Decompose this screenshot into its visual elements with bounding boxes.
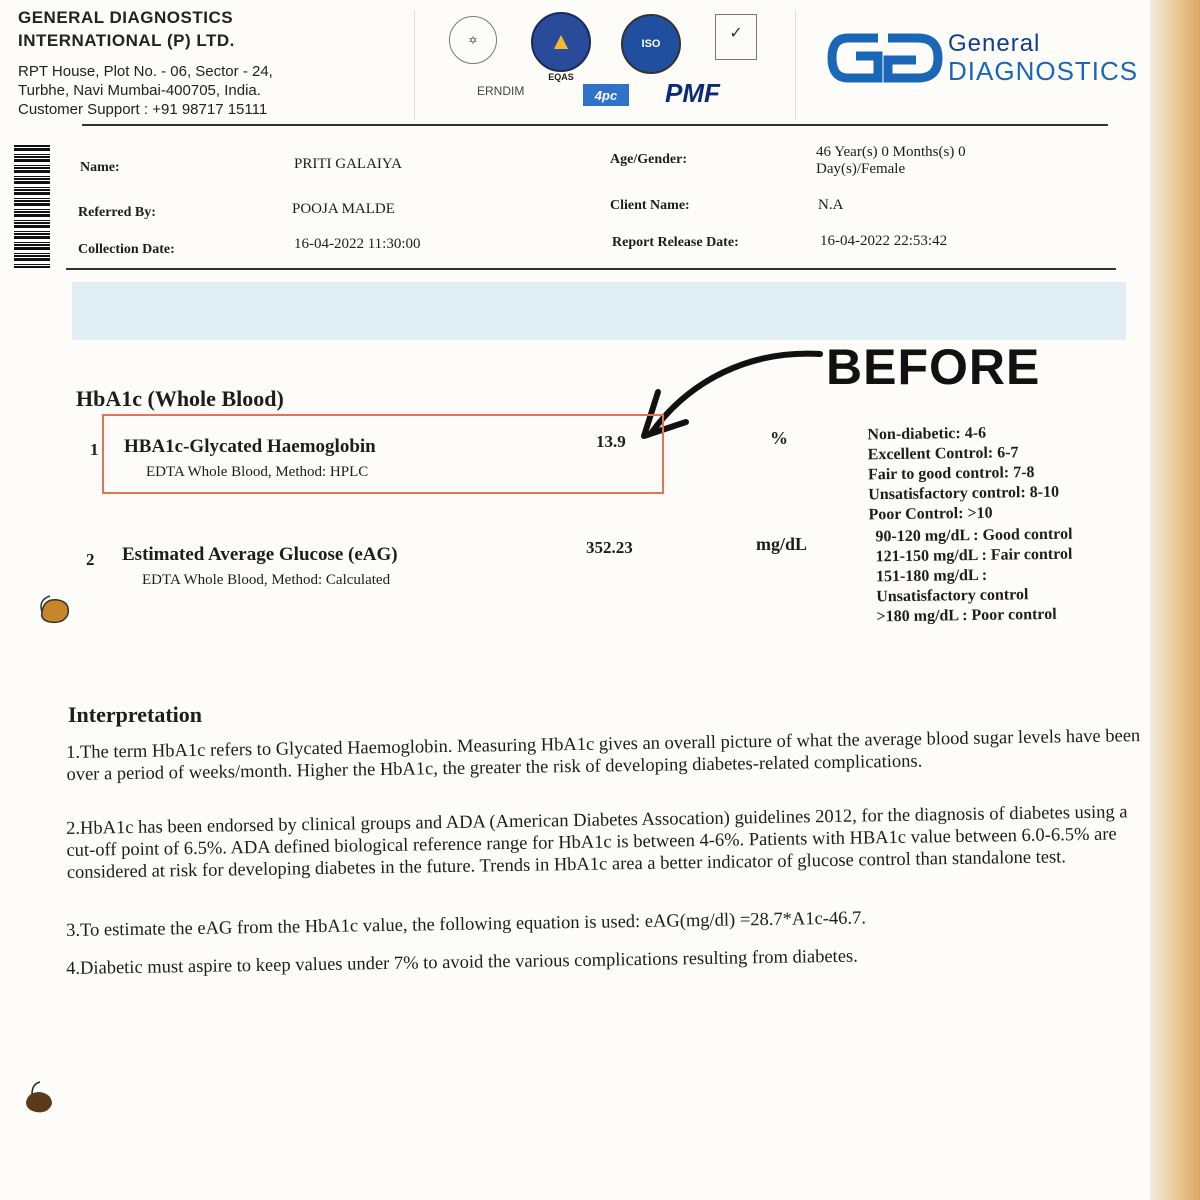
- iso-logo-icon: ISO: [621, 14, 681, 74]
- eqas-label: EQAS: [548, 72, 574, 82]
- test-1-reference: [867, 423, 1059, 526]
- certification-logos: [414, 10, 796, 120]
- report-release-label: Report Release Date:: [612, 235, 739, 250]
- section-title: HbA1c (Whole Blood): [76, 386, 284, 411]
- company-name-line2: INTERNATIONAL (P) LTD.: [18, 31, 235, 50]
- general-diagnostics-logo: [826, 26, 1156, 96]
- client-name-label: Client Name:: [610, 198, 690, 213]
- test-2-reference: [875, 525, 1073, 628]
- patient-divider: [66, 268, 1116, 270]
- stain-icon: [22, 1080, 56, 1116]
- logo-diagnostics-text: DIAGNOSTICS: [948, 56, 1139, 86]
- interpretation-point-1: 1.The term HbA1c refers to Glycated Haemoglobin. Measuring HbA1c gives an overall picture of what the average blood sugar levels have been over a period of weeks/month. Higher the HbA1c, the greater the risk of developing diabetes-related complications.: [66, 726, 1141, 785]
- cap-badge-icon: ✓: [715, 14, 757, 60]
- test-1-unit: %: [770, 428, 788, 448]
- age-gender-value-line2: Day(s)/Female: [816, 161, 906, 177]
- eqas-logo-icon: ▲ EQAS: [531, 12, 591, 82]
- test-2-value: 352.23: [586, 538, 633, 557]
- test-2-unit: mg/dL: [756, 534, 808, 554]
- company-name-line1: GENERAL DIAGNOSTICS: [18, 8, 234, 27]
- company-info: [18, 6, 398, 119]
- gd-logo-icon: [826, 30, 944, 86]
- test-1-name: HBA1c-Glycated Haemoglobin: [124, 436, 376, 457]
- pmf-label: PMF: [665, 78, 720, 108]
- interpretation-point-2: 2.HbA1c has been endorsed by clinical groups and ADA (American Diabetes Assocation) guidelines 2012, for the diagnosis of diabetes using a cut-off point of 6.5%. ADA defined biological reference range for HbA1c is between 4-6%. Patients with HBA1c value between 6.0-6.5% are considered at risk for developing diabetes in the future. Trends in HbA1c area a better indicator of glucose control than standalone test.: [66, 802, 1128, 883]
- referred-by-label: Referred By:: [78, 205, 156, 220]
- company-address-line2: Turbhe, Navi Mumbai-400705, India.: [18, 82, 261, 99]
- customer-support: Customer Support : +91 98717 15111: [18, 101, 268, 118]
- name-value: PRITI GALAIYA: [294, 156, 402, 172]
- reference-line: Non-diabetic: 4-6: [867, 424, 987, 444]
- interpretation-point-3: 3.To estimate the eAG from the HbA1c value, the following equation is used: eAG(mg/dl) =28.7*A1c-46.7.: [66, 908, 867, 941]
- test-2-name: Estimated Average Glucose (eAG): [122, 544, 398, 565]
- reference-line: 121-150 mg/dL : Fair control: [875, 545, 1073, 566]
- test-1-value: 13.9: [596, 432, 626, 451]
- client-name-value: N.A: [818, 197, 844, 213]
- collection-date-value: 16-04-2022 11:30:00: [294, 236, 421, 252]
- fpc-label: 4pc: [583, 84, 629, 106]
- report-release-value: 16-04-2022 22:53:42: [820, 233, 948, 249]
- reference-line: Unsatisfactory control: 8-10: [868, 483, 1060, 504]
- test-1-method: EDTA Whole Blood, Method: HPLC: [146, 464, 369, 480]
- test-2-method: EDTA Whole Blood, Method: Calculated: [142, 572, 391, 588]
- stain-icon: [36, 592, 76, 626]
- interpretation-title: Interpretation: [68, 702, 203, 727]
- paper-edge-background: [1150, 0, 1200, 1200]
- age-gender-label: Age/Gender:: [610, 152, 687, 167]
- company-address-line1: RPT House, Plot No. - 06, Sector - 24,: [18, 63, 273, 80]
- header-divider: [82, 124, 1108, 126]
- before-annotation: BEFORE: [826, 339, 1041, 395]
- table-header-band: [72, 282, 1126, 340]
- name-label: Name:: [80, 160, 120, 175]
- reference-line: Poor Control: >10: [868, 504, 993, 524]
- nabl-seal-icon: ✡: [449, 16, 497, 64]
- test-1-number: 1: [90, 440, 99, 459]
- reference-line: >180 mg/dL : Poor control: [876, 605, 1057, 626]
- barcode-icon: [14, 144, 50, 268]
- interpretation-point-4: 4.Diabetic must aspire to keep values under 7% to avoid the various complications resulting from diabetes.: [66, 946, 858, 979]
- reference-line: Unsatisfactory control: [876, 586, 1029, 606]
- barcode-number: [46, 160, 60, 270]
- age-gender-value-line1: 46 Year(s) 0 Months(s) 0: [816, 144, 966, 160]
- reference-line: 151-180 mg/dL :: [875, 566, 988, 586]
- collection-date-label: Collection Date:: [78, 242, 175, 257]
- reference-line: Fair to good control: 7-8: [867, 464, 1035, 484]
- logo-general-text: General: [948, 30, 1041, 57]
- reference-line: 90-120 mg/dL : Good control: [875, 525, 1073, 546]
- referred-by-value: POOJA MALDE: [292, 201, 395, 217]
- test-2-number: 2: [86, 550, 95, 569]
- erndim-label: ERNDIM: [477, 84, 525, 98]
- reference-line: Excellent Control: 6-7: [867, 444, 1019, 464]
